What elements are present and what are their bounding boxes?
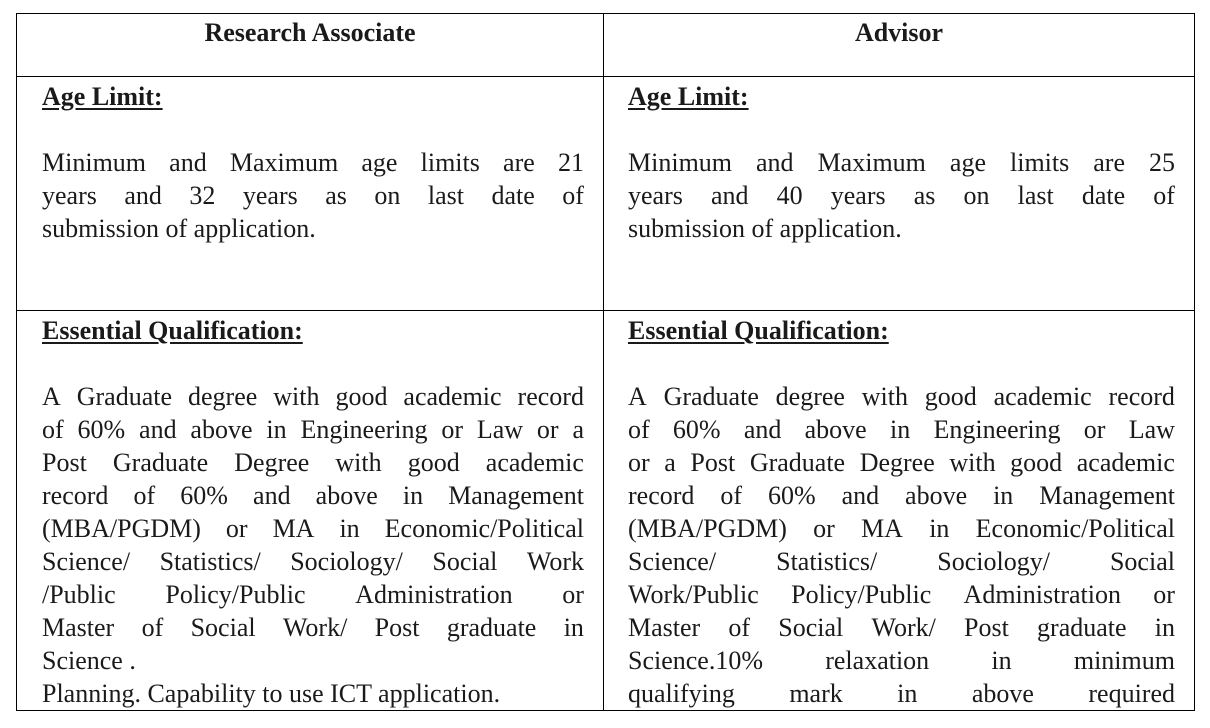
word: 60% <box>77 415 126 444</box>
text-line <box>42 380 584 413</box>
word: years <box>242 181 298 210</box>
text-line: Science . <box>42 646 136 675</box>
word: record <box>1108 382 1175 411</box>
header-research-associate: Research Associate <box>204 18 416 47</box>
header-advisor: Advisor <box>854 18 944 47</box>
word: and <box>743 415 782 444</box>
word: in <box>929 514 950 543</box>
word: Work <box>526 547 584 576</box>
word: as <box>325 181 347 210</box>
word: with <box>861 382 908 411</box>
word: good <box>407 448 460 477</box>
word: in <box>402 481 424 510</box>
word: qualifying <box>628 679 735 708</box>
text-line <box>42 512 584 545</box>
word: of <box>562 181 584 210</box>
qualification-table <box>16 13 1195 711</box>
qualification-heading: Essential Qualification: <box>628 316 889 345</box>
text-line <box>42 446 584 479</box>
word: in <box>563 613 584 642</box>
word: or <box>562 580 584 609</box>
word: and <box>169 148 207 177</box>
word: are <box>1093 148 1125 177</box>
word: degree <box>188 382 258 411</box>
word: minimum <box>1073 646 1175 675</box>
word: Statistics/ <box>776 547 878 576</box>
text-line <box>628 413 1175 446</box>
word: years <box>42 181 97 210</box>
word: and <box>710 181 749 210</box>
word: with <box>335 448 382 477</box>
word: Post <box>42 448 87 477</box>
word: good <box>1010 448 1063 477</box>
word: 32 <box>189 181 216 210</box>
text-line <box>628 677 1175 710</box>
word: above <box>315 481 378 510</box>
text-line <box>628 512 1175 545</box>
word: MA <box>861 514 903 543</box>
word: Social <box>190 613 256 642</box>
word: of <box>133 481 156 510</box>
word: academic <box>485 448 584 477</box>
word: in <box>339 514 360 543</box>
word: academic <box>1076 448 1175 477</box>
text-line: submission of application. <box>628 214 902 243</box>
word: years <box>628 181 683 210</box>
word: in <box>1154 613 1175 642</box>
header-row-divider <box>17 76 1194 77</box>
word: Social <box>432 547 498 576</box>
word: /Public <box>42 580 116 609</box>
word: relaxation <box>825 646 930 675</box>
word: of <box>1153 181 1175 210</box>
word: record <box>628 481 695 510</box>
word: Social <box>778 613 844 642</box>
word: above <box>971 679 1034 708</box>
word: and <box>124 181 162 210</box>
word: a <box>572 415 584 444</box>
word: and <box>841 481 880 510</box>
text-line <box>628 644 1175 677</box>
word: date <box>491 181 535 210</box>
word: Science/ <box>628 547 717 576</box>
word: Statistics/ <box>159 547 261 576</box>
word: good <box>924 382 977 411</box>
word: or <box>441 415 464 444</box>
text-line <box>42 413 584 446</box>
text-line <box>628 380 1175 413</box>
age-limit-text <box>628 146 1175 245</box>
word: Policy/Public <box>165 580 306 609</box>
word: Maximum <box>817 148 926 177</box>
word: Graduate <box>76 382 173 411</box>
text-line <box>42 611 584 644</box>
word: in <box>993 481 1014 510</box>
word: (MBA/PGDM) <box>42 514 201 543</box>
word: academic <box>993 382 1092 411</box>
word: limits <box>420 148 480 177</box>
word: 60% <box>672 415 721 444</box>
word: Engineering <box>933 415 1061 444</box>
word: required <box>1088 679 1175 708</box>
word: graduate <box>1037 613 1127 642</box>
word: Administration <box>355 580 513 609</box>
word: Administration <box>963 580 1121 609</box>
word: Law <box>476 415 524 444</box>
word: above <box>804 415 867 444</box>
word: as <box>913 181 936 210</box>
word: Economic/Political <box>384 514 584 543</box>
word: a <box>664 448 676 477</box>
word: Policy/Public <box>791 580 932 609</box>
word: A <box>628 382 647 411</box>
word: or <box>813 514 835 543</box>
word: 60% <box>767 481 816 510</box>
word: Sociology/ <box>937 547 1050 576</box>
word: of <box>628 415 650 444</box>
text-line <box>628 578 1175 611</box>
word: good <box>335 382 388 411</box>
text-line <box>628 179 1175 212</box>
age-limit-heading: Age Limit: <box>628 82 749 111</box>
word: Law <box>1128 415 1175 444</box>
age-limit-cell-research-associate <box>42 80 584 245</box>
word: above <box>190 415 253 444</box>
word: age <box>361 148 398 177</box>
text-line <box>628 146 1175 179</box>
qualification-text <box>42 380 584 710</box>
word: in <box>889 415 911 444</box>
word: Management <box>1039 481 1175 510</box>
qualification-heading: Essential Qualification: <box>42 316 303 345</box>
word: and <box>756 148 794 177</box>
word: Work/Public <box>628 580 759 609</box>
word: Sociology/ <box>290 547 403 576</box>
word: date <box>1081 181 1126 210</box>
text-line <box>42 179 584 212</box>
word: years <box>830 181 886 210</box>
word: of <box>141 613 164 642</box>
word: Work/ <box>282 613 348 642</box>
word: age <box>949 148 986 177</box>
word: Minimum <box>628 148 733 177</box>
text-line <box>628 479 1175 512</box>
word: Post <box>690 448 736 477</box>
word: are <box>503 148 535 177</box>
word: Master <box>42 613 115 642</box>
text-line <box>628 611 1175 644</box>
word: graduate <box>446 613 537 642</box>
word: Economic/Political <box>975 514 1175 543</box>
age-limit-text <box>42 146 584 245</box>
word: Post <box>964 613 1009 642</box>
word: last <box>1017 181 1054 210</box>
word: MA <box>272 514 315 543</box>
word: or <box>628 448 650 477</box>
age-row-divider <box>17 310 1194 311</box>
text-line <box>42 578 584 611</box>
word: and <box>139 415 177 444</box>
word: Post <box>374 613 420 642</box>
word: 25 <box>1149 148 1175 177</box>
word: Degree <box>234 448 310 477</box>
text-line <box>42 545 584 578</box>
word: degree <box>775 382 845 411</box>
text-line <box>42 146 584 179</box>
qualification-cell-advisor <box>628 314 1175 710</box>
age-limit-cell-advisor <box>628 80 1175 245</box>
word: in <box>991 646 1012 675</box>
word: of <box>728 613 751 642</box>
word: Maximum <box>229 148 339 177</box>
column-divider <box>603 14 604 710</box>
qualification-text <box>628 380 1175 710</box>
word: Master <box>628 613 701 642</box>
word: last <box>427 181 464 210</box>
text-line <box>628 446 1175 479</box>
word: A <box>42 382 61 411</box>
word: Management <box>448 481 584 510</box>
word: record <box>42 481 109 510</box>
word: or <box>225 514 248 543</box>
word: of <box>720 481 743 510</box>
word: 60% <box>180 481 228 510</box>
word: in <box>266 415 287 444</box>
word: of <box>42 415 64 444</box>
text-line <box>42 479 584 512</box>
word: Science/ <box>42 547 131 576</box>
word: Graduate <box>663 382 759 411</box>
word: with <box>273 382 320 411</box>
word: limits <box>1010 148 1070 177</box>
word: or <box>1083 415 1106 444</box>
word: academic <box>403 382 502 411</box>
word: on <box>374 181 401 210</box>
word: (MBA/PGDM) <box>628 514 787 543</box>
word: or <box>536 415 559 444</box>
qualification-cell-research-associate <box>42 314 584 710</box>
word: or <box>1153 580 1175 609</box>
word: above <box>905 481 968 510</box>
word: with <box>949 448 996 477</box>
word: Degree <box>859 448 935 477</box>
word: Work/ <box>871 613 936 642</box>
text-line <box>628 545 1175 578</box>
word: in <box>897 679 918 708</box>
word: Science.10% <box>628 646 764 675</box>
word: Graduate <box>112 448 209 477</box>
word: 21 <box>557 148 584 177</box>
word: Minimum <box>42 148 147 177</box>
text-line: submission of application. <box>42 214 316 243</box>
word: record <box>517 382 584 411</box>
age-limit-heading: Age Limit: <box>42 82 163 111</box>
word: Social <box>1109 547 1175 576</box>
word: on <box>963 181 990 210</box>
word: Graduate <box>749 448 846 477</box>
word: 40 <box>776 181 803 210</box>
word: Engineering <box>300 415 428 444</box>
text-line: Planning. Capability to use ICT application. <box>42 679 501 708</box>
word: mark <box>789 679 843 708</box>
word: and <box>253 481 291 510</box>
